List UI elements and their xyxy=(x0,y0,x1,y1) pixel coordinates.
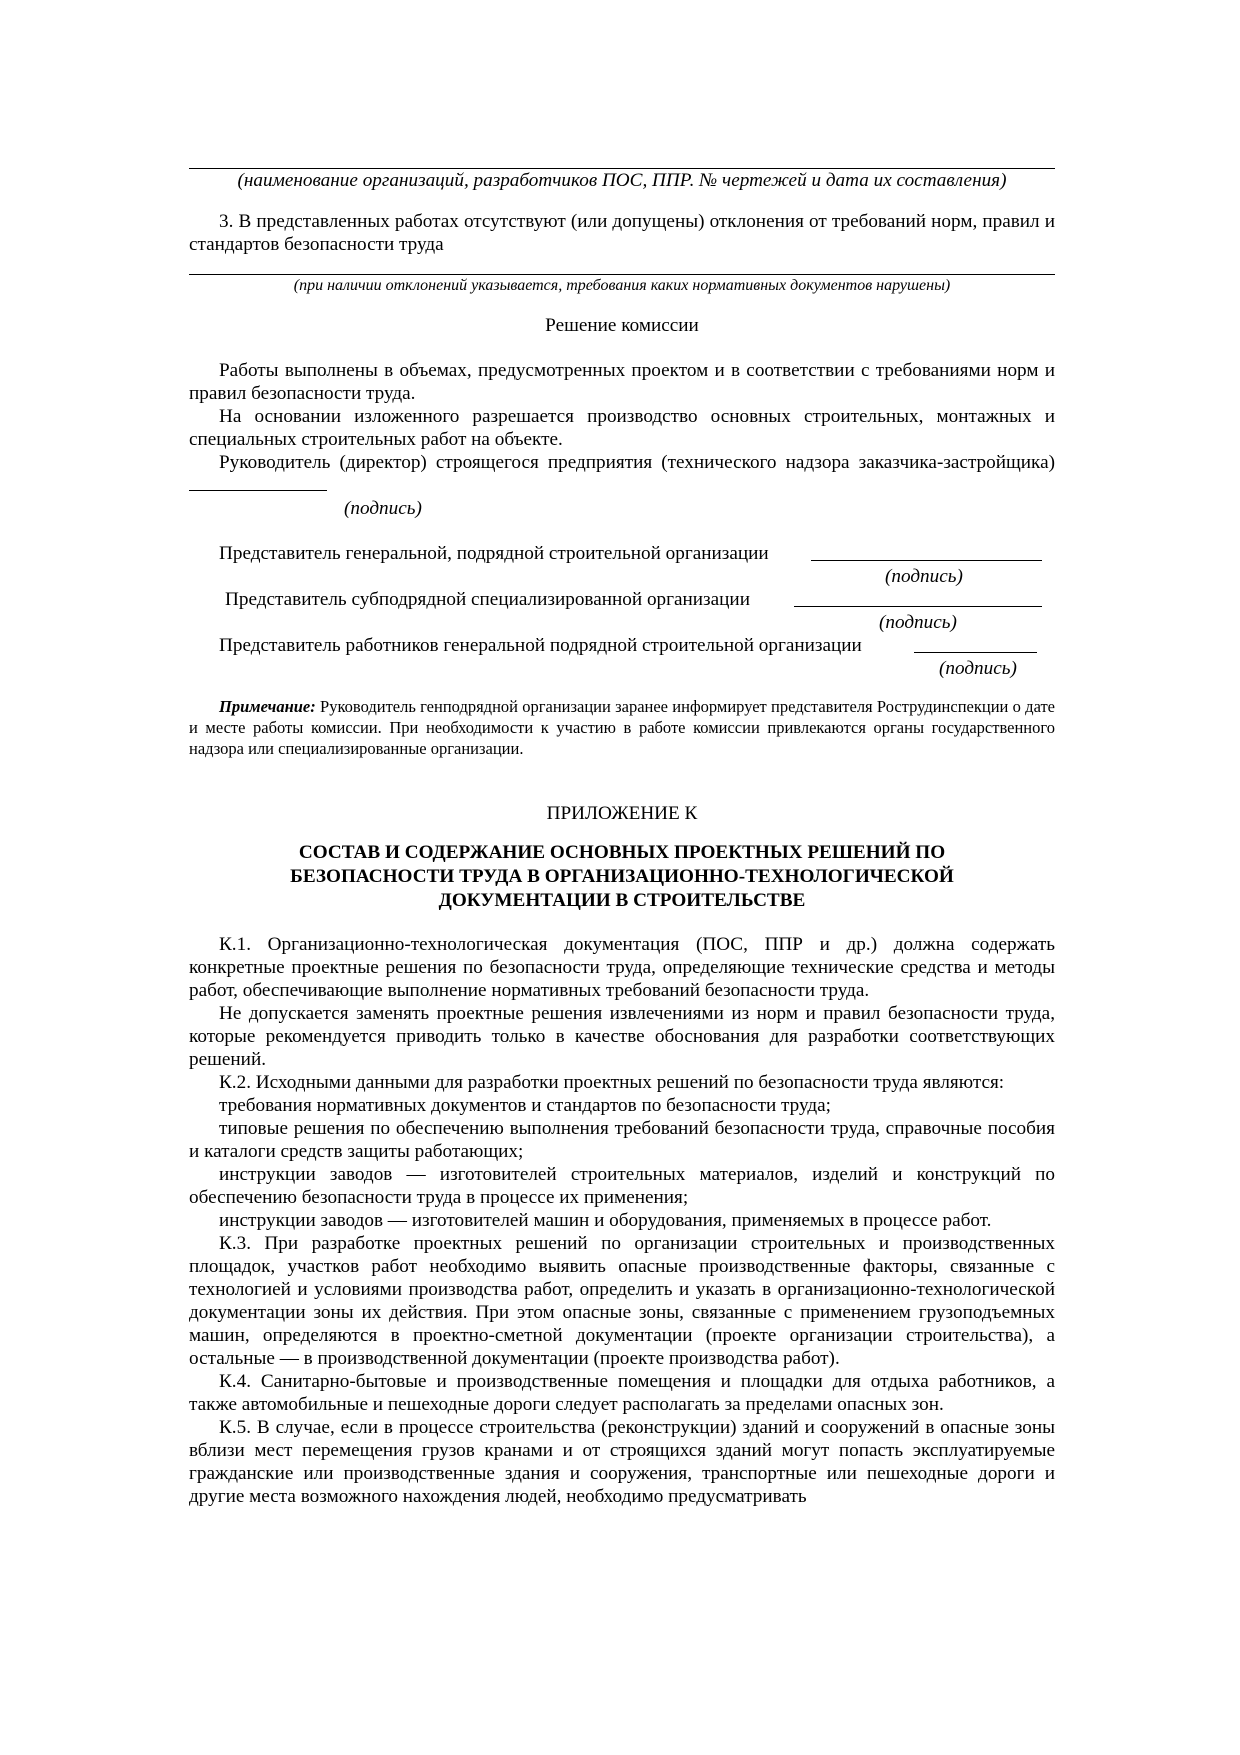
decision-paragraph-3 xyxy=(189,451,1055,497)
decision-paragraph-1: Работы выполнены в объемах, предусмотренных проектом и в соответствии с требованиями норм и правил безопасности труда. xyxy=(189,360,1055,404)
decision-title: Решение комиссии xyxy=(545,315,699,336)
org-name-line xyxy=(189,150,1055,169)
appendix-paragraph: Не допускается заменять проектные решения извлечениями из норм и правил безопасности труда, которые рекомендуется приводить только в качестве обоснования для разработки соответствующих решений. xyxy=(189,1003,1055,1070)
representative-3-text: Представитель работников генеральной подрядной строительной организации xyxy=(219,635,862,656)
deviation-line xyxy=(189,256,1055,275)
representative-3-label-row xyxy=(189,657,1055,680)
representative-3-signature-label: (подпись) xyxy=(939,658,1017,679)
note-text: Руководитель генподрядной организации заранее информирует представителя Рострудинспекции о дате и месте работы комиссии. При необходимости к участию в работе комиссии привлекаются органы государственного надзора или специализированные организации. xyxy=(189,697,1055,758)
document-page xyxy=(189,150,1055,1508)
director-signature-label: (подпись) xyxy=(344,498,422,519)
org-name-caption: (наименование организаций, разработчиков ПОС, ППР. № чертежей и дата их составления) xyxy=(237,170,1007,191)
appendix-label: ПРИЛОЖЕНИЕ К xyxy=(546,803,698,824)
decision-paragraph-2: На основании изложенного разрешается производство основных строительных, монтажных и специальных строительных работ на объекте. xyxy=(189,406,1055,450)
appendix-title-line-2: БЕЗОПАСНОСТИ ТРУДА В ОРГАНИЗАЦИОННО-ТЕХНОЛОГИЧЕСКОЙ xyxy=(290,866,954,887)
appendix-paragraph: требования нормативных документов и стандартов по безопасности труда; xyxy=(219,1095,832,1116)
representative-1-text: Представитель генеральной, подрядной строительной организации xyxy=(219,543,769,564)
appendix-paragraph: инструкции заводов — изготовителей машин и оборудования, применяемых в процессе работ. xyxy=(219,1210,992,1231)
appendix-paragraph: К.2. Исходными данными для разработки проектных решений по безопасности труда являются: xyxy=(219,1072,1005,1093)
note-label: Примечание: xyxy=(219,697,316,716)
appendix-paragraph: К.4. Санитарно-бытовые и производственные помещения и площадки для отдыха работников, а также автомобильные и пешеходные дороги следует располагать за пределами опасных зон. xyxy=(189,1371,1055,1415)
representative-2-label-row xyxy=(189,611,1055,634)
appendix-paragraph: типовые решения по обеспечению выполнения требований безопасности труда, справочные пособия и каталоги средств защиты работающих; xyxy=(189,1118,1055,1162)
representative-row-2 xyxy=(189,588,1055,611)
appendix-title-line-1: СОСТАВ И СОДЕРЖАНИЕ ОСНОВНЫХ ПРОЕКТНЫХ РЕШЕНИЙ ПО xyxy=(298,842,946,863)
director-signature-line xyxy=(189,474,327,491)
representative-3-signature-line xyxy=(914,636,1037,653)
appendix-paragraph: К.3. При разработке проектных решений по организации строительных и производственных площадок, участков работ необходимо выявить опасные производственные факторы, связанные с технологией и условиями производства работ, определить и указать в организационно-технологической документации зоны их действия. При этом опасные зоны, связанные с применением грузоподъемных машин, определяются в проектно-сметной документации (проекте организации строительства), а остальные — в производственной документации (проекте производства работ). xyxy=(189,1233,1055,1369)
appendix-title-line-3: ДОКУМЕНТАЦИИ В СТРОИТЕЛЬСТВЕ xyxy=(438,890,806,911)
representative-row-1 xyxy=(189,542,1055,565)
representative-1-signature-label: (подпись) xyxy=(885,566,963,587)
representative-2-signature-label: (подпись) xyxy=(879,612,957,633)
appendix-title xyxy=(189,841,1055,913)
representative-2-text: Представитель субподрядной специализированной организации xyxy=(225,589,750,610)
representative-row-3 xyxy=(189,634,1055,657)
director-text: Руководитель (директор) строящегося предприятия (технического надзора заказчика-застройщика) xyxy=(219,452,1055,473)
representative-1-signature-line xyxy=(811,544,1042,561)
representative-2-signature-line xyxy=(794,590,1042,607)
appendix-paragraph: К.5. В случае, если в процессе строительства (реконструкции) зданий и сооружений в опасные зоны вблизи мест перемещения грузов кранами и от строящихся зданий могут попасть эксплуатируемые гражданские или производственные здания и сооружения, транспортные или пешеходные дороги и другие места возможного нахождения людей, необходимо предусматривать xyxy=(189,1417,1055,1507)
item-3-paragraph: 3. В представленных работах отсутствуют (или допущены) отклонения от требований норм, правил и стандартов безопасности труда xyxy=(189,211,1055,255)
note-paragraph xyxy=(189,696,1055,759)
appendix-paragraph: К.1. Организационно-технологическая документация (ПОС, ППР и др.) должна содержать конкретные проектные решения по безопасности труда, определяющие технические средства и методы работ, обеспечивающие выполнение нормативных требований безопасности труда. xyxy=(189,934,1055,1001)
appendix-paragraph: инструкции заводов — изготовителей строительных материалов, изделий и конструкций по обеспечению безопасности труда в процессе их применения; xyxy=(189,1164,1055,1208)
deviation-caption: (при наличии отклонений указывается, требования каких нормативных документов нарушены) xyxy=(293,277,951,294)
representative-1-label-row xyxy=(189,565,1055,588)
